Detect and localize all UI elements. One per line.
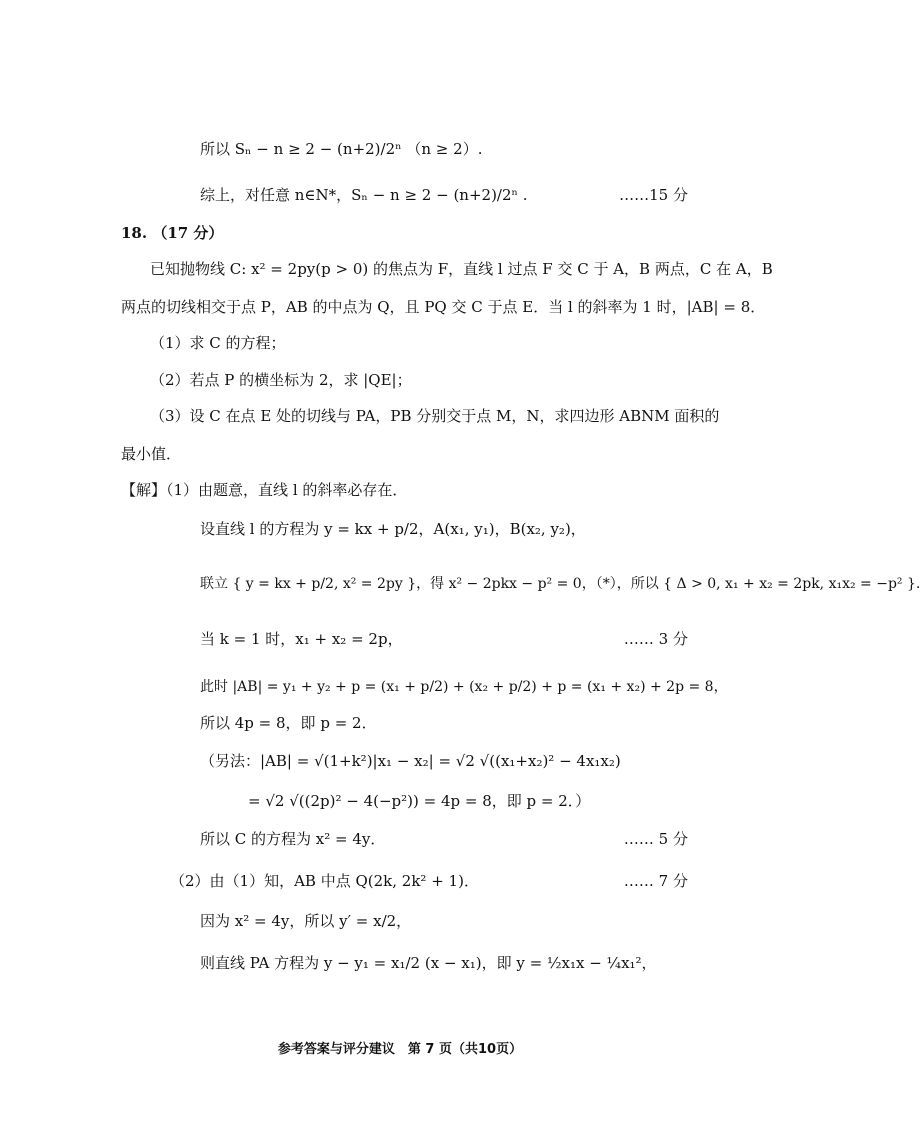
- solution-line: 联立 { y = kx + p/2, x² = 2py }，得 x² − 2pkx − p² = 0，（*），所以 { Δ > 0, x₁ + x₂ = 2pk, x₁x₂ = −p² }.: [200, 576, 920, 592]
- problem-number: 18. （17 分）: [121, 224, 224, 242]
- score-mark: ……15 分: [619, 186, 688, 204]
- solution-line: 因为 x² = 4y，所以 y′ = x/2，: [200, 912, 412, 930]
- sub-question: 最小值．: [121, 445, 182, 463]
- sub-question: （2）若点 P 的横坐标为 2，求 |QE|；: [150, 371, 412, 389]
- score-mark: …… 5 分: [623, 830, 688, 848]
- solution-line: = √2 √((2p)² − 4(−p²)) = 4p = 8，即 p = 2．）: [248, 792, 591, 810]
- solution-line: 当 k = 1 时，x₁ + x₂ = 2p，: [200, 630, 403, 648]
- sub-question: （3）设 C 在点 E 处的切线与 PA，PB 分别交于点 M，N，求四边形 ABNM 面积的: [150, 407, 720, 425]
- solution-line: 则直线 PA 方程为 y − y₁ = x₁/2 (x − x₁)，即 y = ½x₁x − ¼x₁²，: [200, 954, 657, 972]
- page-footer: 参考答案与评分建议 第 7 页（共10页）: [277, 1042, 523, 1057]
- sub-question: （1）求 C 的方程；: [150, 334, 286, 352]
- problem-statement: 已知抛物线 C: x² = 2py(p > 0) 的焦点为 F，直线 l 过点 F 交 C 于 A，B 两点，C 在 A，B: [150, 260, 773, 278]
- solution-line: 设直线 l 的方程为 y = kx + p/2，A(x₁, y₁)，B(x₂, y₂)，: [200, 520, 586, 538]
- solution-line: （2）由（1）知，AB 中点 Q(2k, 2k² + 1)．: [170, 872, 479, 890]
- solution-line: 此时 |AB| = y₁ + y₂ + p = (x₁ + p/2) + (x₂ + p/2) + p = (x₁ + x₂) + 2p = 8，: [200, 679, 728, 695]
- score-mark: …… 7 分: [623, 872, 688, 890]
- text-line: 所以 Sₙ − n ≥ 2 − (n+2)/2ⁿ （n ≥ 2）.: [200, 140, 483, 158]
- solution-line: （另法：|AB| = √(1+k²)|x₁ − x₂| = √2 √((x₁+x₂)² − 4x₁x₂): [200, 752, 621, 770]
- score-mark: …… 3 分: [623, 630, 688, 648]
- text-line: 综上，对任意 n∈N*，Sₙ − n ≥ 2 − (n+2)/2ⁿ .: [200, 186, 528, 204]
- solution-line: 所以 4p = 8，即 p = 2．: [200, 714, 377, 732]
- solution-heading: 【解】（1）由题意，直线 l 的斜率必存在．: [121, 481, 408, 499]
- solution-line: 所以 C 的方程为 x² = 4y．: [200, 830, 386, 848]
- problem-statement: 两点的切线相交于点 P，AB 的中点为 Q，且 PQ 交 C 于点 E．当 l 的斜率为 1 时，|AB| = 8．: [121, 298, 766, 316]
